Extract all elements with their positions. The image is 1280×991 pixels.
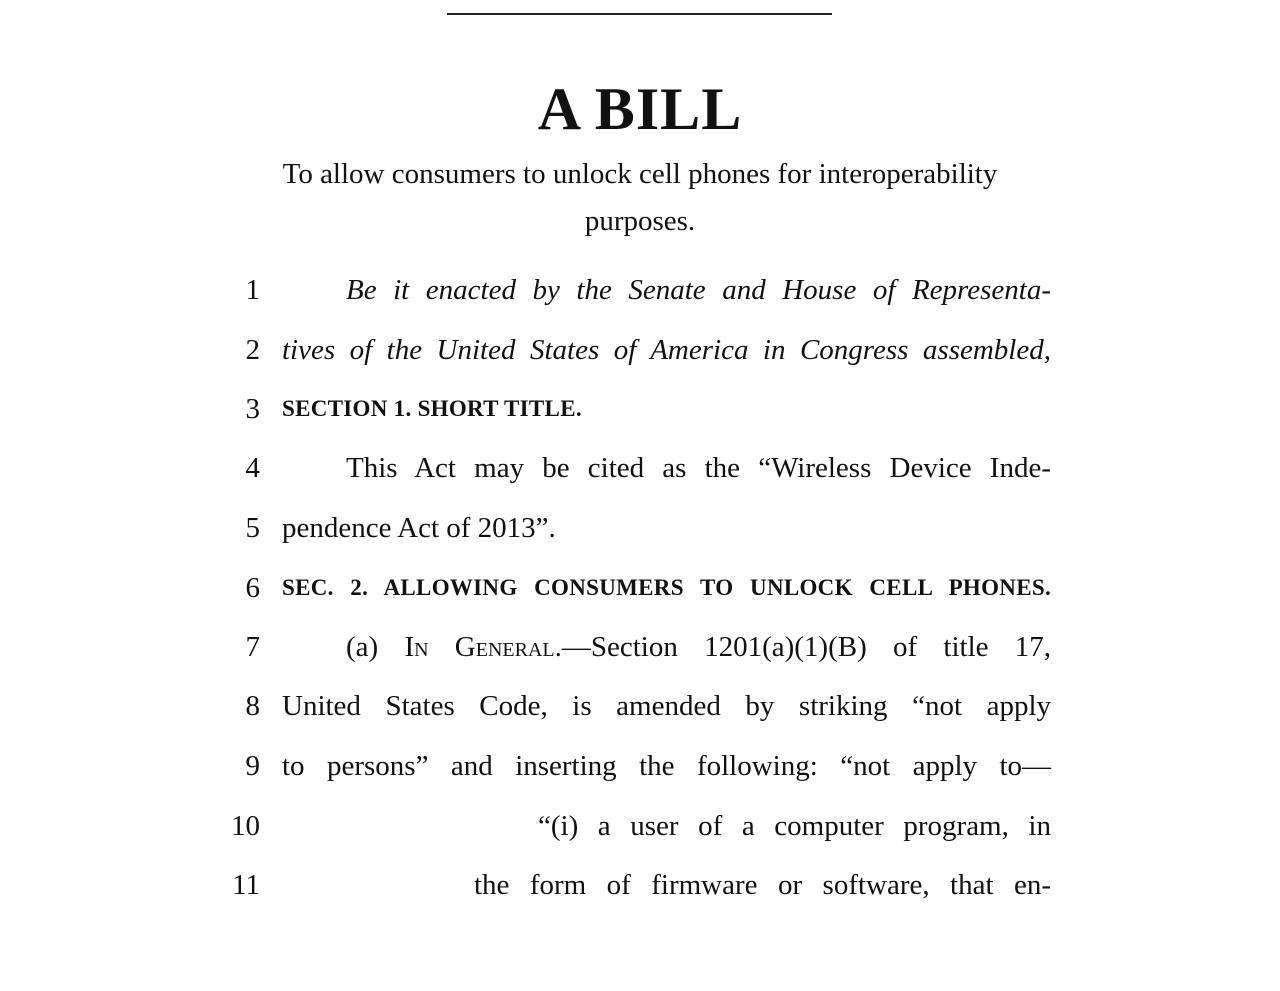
line-number: 1	[245, 274, 260, 306]
bill-line-6	[0, 568, 1280, 608]
line-number: 10	[231, 810, 260, 842]
line-text: tives of the United States of America in Congress assembled,	[282, 334, 1051, 366]
bill-line-11	[0, 865, 1280, 905]
line-text: to persons” and inserting the following: “not apply to—	[282, 750, 1051, 782]
line-text: Be it enacted by the Senate and House of Representa-	[346, 274, 1051, 306]
line-number: 4	[245, 452, 260, 484]
purpose-line-2: purposes.	[584, 205, 696, 237]
bill-line-10	[0, 806, 1280, 846]
line-text: This Act may be cited as the “Wireless Device Inde-	[346, 452, 1051, 484]
line-text	[346, 627, 1051, 667]
bill-line-5	[0, 508, 1280, 548]
bill-line-9	[0, 746, 1280, 786]
line-number: 2	[245, 334, 260, 366]
bill-line-4	[0, 448, 1280, 488]
line-number: 6	[245, 572, 260, 604]
bill-heading: A BILL	[537, 76, 743, 142]
line-number: 5	[245, 512, 260, 544]
line-text: the form of firmware or software, that en-	[474, 869, 1051, 901]
top-rule	[447, 13, 832, 15]
bill-line-8	[0, 686, 1280, 726]
line-number: 9	[245, 750, 260, 782]
section-2-heading: SEC. 2. ALLOWING CONSUMERS TO UNLOCK CELL PHONES.	[282, 575, 1051, 600]
line-number: 3	[245, 393, 260, 425]
subsection-heading: In General	[404, 631, 555, 663]
line-number: 11	[232, 869, 260, 901]
line-text: pendence Act of 2013”.	[282, 512, 556, 544]
line-number: 7	[245, 631, 260, 663]
bill-line-2	[0, 330, 1280, 370]
bill-line-7	[0, 627, 1280, 667]
bill-line-1	[0, 270, 1280, 310]
line-text: United States Code, is amended by striking “not apply	[282, 690, 1051, 722]
subsection-label: (a)	[346, 631, 405, 663]
line-text: “(i) a user of a computer program, in	[538, 810, 1051, 842]
section-1-heading: SECTION 1. SHORT TITLE.	[282, 396, 582, 421]
line-number: 8	[245, 690, 260, 722]
purpose-line-1: To allow consumers to unlock cell phones for interoperability	[282, 158, 998, 190]
subsection-text: .—Section 1201(a)(1)(B) of title 17,	[554, 631, 1051, 663]
bill-line-3	[0, 389, 1280, 429]
